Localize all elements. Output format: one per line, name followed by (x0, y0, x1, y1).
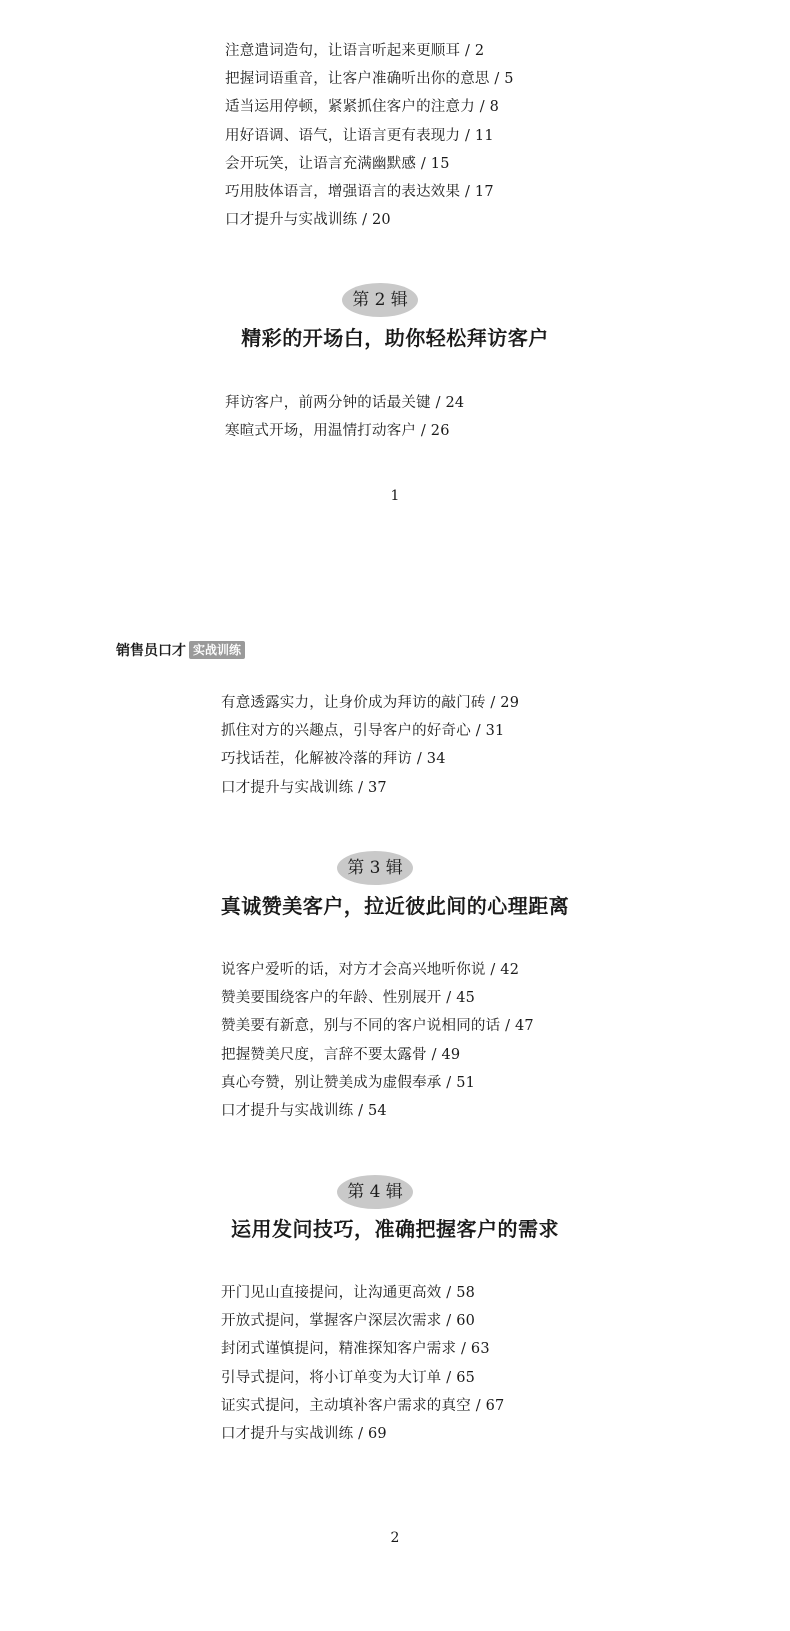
toc-list-chapter-2-cont (221, 689, 519, 802)
toc-entry: 说客户爱听的话，对方才会高兴地听你说 / 42 (221, 962, 520, 978)
toc-list-chapter-1 (225, 37, 514, 234)
toc-list-chapter-2 (225, 389, 464, 445)
toc-entry: 注意遣词造句，让语言听起来更顺耳 / 2 (225, 43, 485, 59)
chapter-title-4: 运用发问技巧，准确把握客户的需求 (231, 1217, 559, 1241)
toc-entry: 开放式提问，掌握客户深层次需求 / 60 (221, 1313, 476, 1330)
toc-list-chapter-3 (221, 956, 534, 1125)
toc-entry: 把握词语重音，让客户准确听出你的意思 / 5 (225, 71, 514, 88)
chapter-title-2: 精彩的开场白，助你轻松拜访客户 (241, 326, 549, 350)
toc-entry: 真心夸赞，别让赞美成为虚假奉承 / 51 (221, 1074, 476, 1091)
toc-entry: 开门见山直接提问，让沟通更高效 / 58 (221, 1285, 476, 1301)
chapter-title-3: 真诚赞美客户，拉近彼此间的心理距离 (220, 894, 570, 918)
toc-entry: 寒暄式开场，用温情打动客户 / 26 (225, 423, 450, 440)
running-head (116, 640, 245, 662)
chapter-badge-2: 第 2 辑 (342, 283, 418, 317)
toc-entry: 会开玩笑，让语言充满幽默感 / 15 (225, 155, 450, 172)
toc-entry: 用好语调、语气，让语言更有表现力 / 11 (225, 127, 494, 144)
toc-entry: 拜访客户，前两分钟的话最关键 / 24 (225, 395, 465, 411)
toc-entry: 口才提升与实战训练 / 20 (225, 212, 391, 229)
toc-entry: 适当运用停顿，紧紧抓住客户的注意力 / 8 (225, 99, 500, 116)
toc-entry: 巧找话茬，化解被冷落的拜访 / 34 (221, 751, 446, 768)
toc-entry: 证实式提问，主动填补客户需求的真空 / 67 (221, 1397, 505, 1414)
toc-entry: 口才提升与实战训练 / 37 (221, 779, 387, 796)
book-subtitle-tag: 实战训练 (189, 641, 245, 659)
toc-entry: 有意透露实力，让身价成为拜访的敲门砖 / 29 (221, 695, 520, 711)
toc-entry: 赞美要有新意，别与不同的客户说相同的话 / 47 (221, 1018, 534, 1035)
toc-page-2 (0, 620, 790, 1631)
chapter-badge-4: 第 4 辑 (337, 1175, 413, 1209)
toc-entry: 把握赞美尺度，言辞不要太露骨 / 49 (221, 1046, 461, 1063)
toc-page-1 (0, 0, 790, 560)
toc-entry: 口才提升与实战训练 / 69 (221, 1425, 387, 1442)
page-number: 2 (390, 1530, 400, 1546)
toc-entry: 引导式提问，将小订单变为大订单 / 65 (221, 1369, 476, 1386)
toc-list-chapter-4 (221, 1279, 504, 1448)
page-number: 1 (390, 488, 400, 504)
chapter-badge-3: 第 3 辑 (337, 851, 413, 885)
toc-entry: 赞美要围绕客户的年龄、性别展开 / 45 (221, 990, 476, 1007)
toc-entry: 巧用肢体语言，增强语言的表达效果 / 17 (225, 183, 494, 200)
toc-entry: 抓住对方的兴趣点，引导客户的好奇心 / 31 (221, 723, 505, 740)
book-title: 销售员口才 (116, 643, 186, 659)
toc-entry: 口才提升与实战训练 / 54 (221, 1102, 387, 1119)
toc-entry: 封闭式谨慎提问，精准探知客户需求 / 63 (221, 1341, 490, 1358)
